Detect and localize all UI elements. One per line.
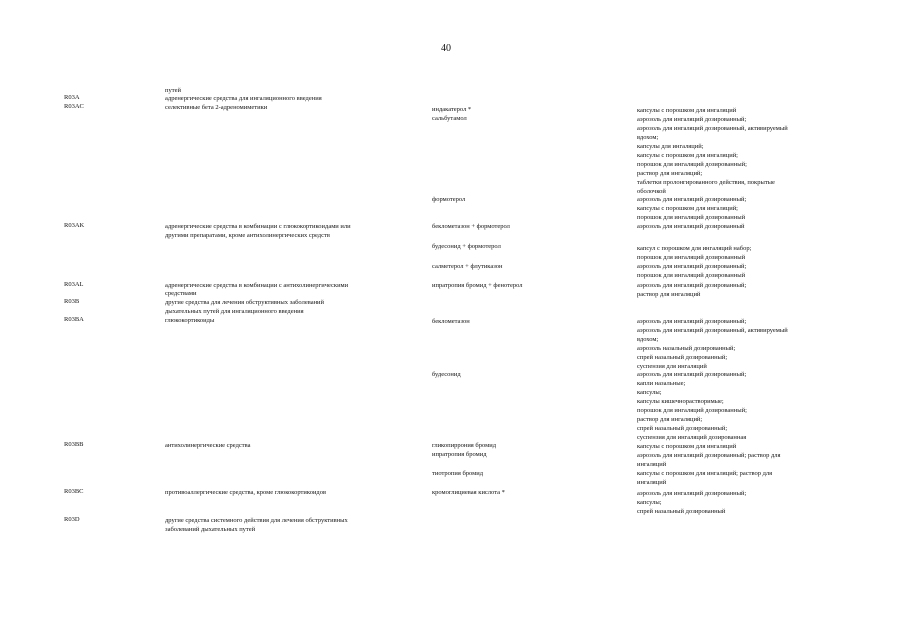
text-line: R03AC xyxy=(64,103,84,110)
text-line: капли назальные; xyxy=(637,380,686,387)
text-line: другими препаратами, кроме антихолинергических средств xyxy=(165,232,330,239)
text-line: адренергические средства в комбинации с антихолинергическими xyxy=(165,282,349,289)
text-line: капсулы; xyxy=(637,499,662,506)
text-line: другие средства для лечения обструктивных заболеваний xyxy=(165,299,325,306)
text-line: аэрозоль для ингаляций дозированный; xyxy=(637,263,747,270)
text-line: спрей назальный дозированный xyxy=(637,508,726,515)
text-line: заболеваний дыхательных путей xyxy=(165,526,256,533)
text-line: путей xyxy=(165,87,181,94)
text-line: таблетки пролонгированного действия, покрытые xyxy=(637,179,775,186)
page-number: 40 xyxy=(441,43,451,54)
text-line: спрей назальный дозированный; xyxy=(637,425,728,432)
text-line: капсулы с порошком для ингаляций xyxy=(637,443,737,450)
text-line: R03BC xyxy=(64,488,84,495)
text-line: раствор для ингаляций; xyxy=(637,170,703,177)
text-line: R03BB xyxy=(64,441,84,448)
text-line: капсулы с порошком для ингаляций; раствор для xyxy=(637,470,773,477)
text-line: аэрозоль для ингаляций дозированный, активируемый xyxy=(637,125,788,132)
text-line: дыхательных путей для ингаляционного введения xyxy=(165,308,304,315)
text-line: аэрозоль для ингаляций дозированный, активируемый xyxy=(637,327,788,334)
text-line: ингаляций xyxy=(637,479,667,486)
text-line: порошок для ингаляций дозированный xyxy=(637,214,746,221)
text-line: порошок для ингаляций дозированный; xyxy=(637,161,747,168)
text-line: ипратропия бромид + фенотерол xyxy=(432,282,523,289)
text-line: вдохом; xyxy=(637,336,659,343)
text-line: R03AK xyxy=(64,222,85,229)
text-line: тиотропия бромид xyxy=(432,470,484,477)
text-line: аэрозоль для ингаляций дозированный; xyxy=(637,490,747,497)
text-line: капсулы с порошком для ингаляций; xyxy=(637,205,738,212)
text-line: адренергические средства для ингаляционного введения xyxy=(165,95,322,102)
text-line: беклометазон xyxy=(432,318,470,325)
text-line: капсулы для ингаляций; xyxy=(637,143,704,150)
text-line: порошок для ингаляций дозированный xyxy=(637,254,746,261)
text-line: раствор для ингаляций xyxy=(637,291,701,298)
text-line: аэрозоль для ингаляций дозированный; xyxy=(637,318,747,325)
text-line: аэрозоль назальный дозированный; xyxy=(637,345,736,352)
text-line: раствор для ингаляций; xyxy=(637,416,703,423)
text-line: аэрозоль для ингаляций дозированный xyxy=(637,223,745,230)
text-line: противоаллергические средства, кроме глюкокортикоидов xyxy=(165,489,327,496)
text-line: R03BA xyxy=(64,316,84,323)
text-line: беклометазон + формотерол xyxy=(432,223,510,230)
text-line: R03AL xyxy=(64,281,84,288)
text-line: будесонид + формотерол xyxy=(432,243,501,250)
text-line: вдохом; xyxy=(637,134,659,141)
text-line: глюкокортикоиды xyxy=(165,317,215,324)
text-line: спрей назальный дозированный; xyxy=(637,354,728,361)
text-line: сальбутамол xyxy=(432,115,467,122)
text-line: ингаляций xyxy=(637,461,667,468)
text-line: аэрозоль для ингаляций дозированный; xyxy=(637,196,747,203)
text-line: адренергические средства в комбинации с глюкокортикоидами или xyxy=(165,223,351,230)
text-line: капсулы с порошком для ингаляций xyxy=(637,107,737,114)
text-line: аэрозоль для ингаляций дозированный; xyxy=(637,371,747,378)
text-line: суспензия для ингаляций дозированная xyxy=(637,434,747,441)
text-line: капсул с порошком для ингаляций набор; xyxy=(637,245,752,252)
text-line: другие средства системного действия для лечения обструктивных xyxy=(165,517,348,524)
text-line: оболочкой xyxy=(637,188,666,195)
text-line: порошок для ингаляций дозированный; xyxy=(637,407,747,414)
text-line: порошок для ингаляций дозированный xyxy=(637,272,746,279)
text-line: кромоглициевая кислота * xyxy=(432,489,505,496)
text-line: суспензия для ингаляций xyxy=(637,363,707,370)
text-line: капсулы; xyxy=(637,389,662,396)
text-line: R03B xyxy=(64,298,80,305)
text-line: формотерол xyxy=(432,196,466,203)
text-line: аэрозоль для ингаляций дозированный; xyxy=(637,116,747,123)
text-line: R03D xyxy=(64,516,80,523)
text-line: салметерол + флутиказон xyxy=(432,263,503,270)
text-line: средствами xyxy=(165,290,197,297)
text-line: аэрозоль для ингаляций дозированный; раствор для xyxy=(637,452,781,459)
text-line: гликопиррония бромид xyxy=(432,442,496,449)
text-line: антихолинергические средства xyxy=(165,442,251,449)
text-line: аэрозоль для ингаляций дозированный; xyxy=(637,282,747,289)
text-line: капсулы с порошком для ингаляций; xyxy=(637,152,738,159)
text-line: капсулы кишечнорастворимые; xyxy=(637,398,724,405)
text-line: будесонид xyxy=(432,371,461,378)
text-line: индакатерол * xyxy=(432,106,472,113)
text-line: R03A xyxy=(64,94,80,101)
text-line: селективные бета 2-адреномиметики xyxy=(165,104,268,111)
text-line: ипратропия бромид xyxy=(432,451,487,458)
